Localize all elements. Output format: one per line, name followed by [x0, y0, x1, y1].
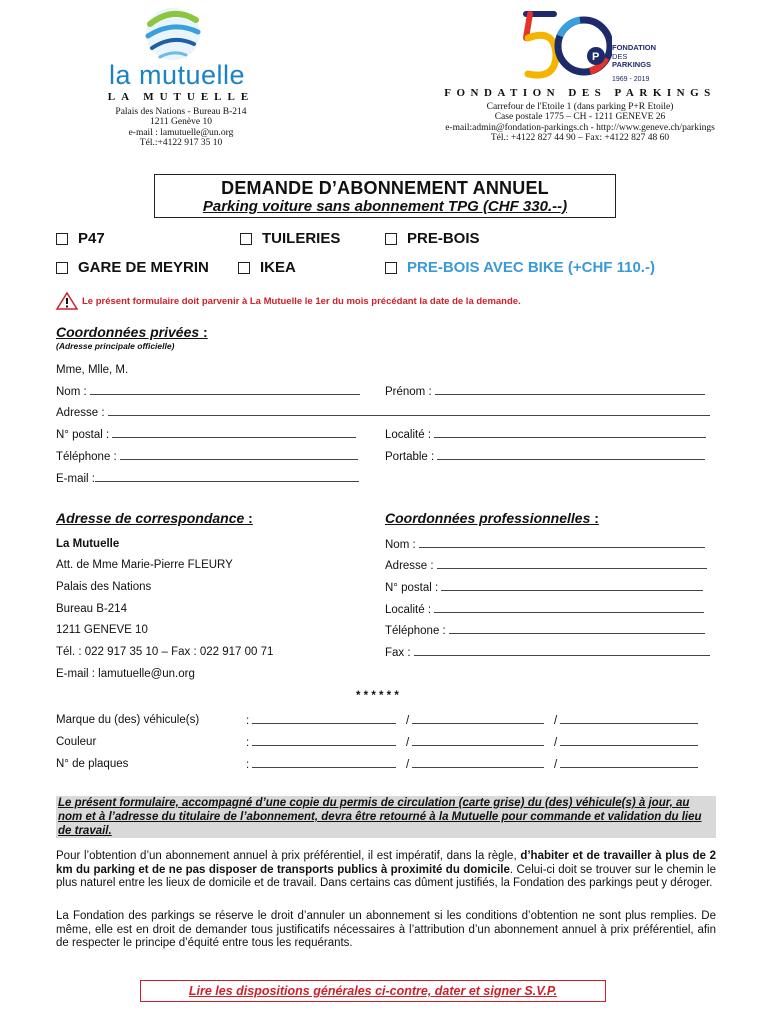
sign-reminder: Lire les dispositions générales ci-contre, dater et signer S.V.P. — [140, 980, 606, 1002]
checkbox[interactable] — [56, 233, 68, 245]
address-line: 1211 Genève 10 — [150, 117, 212, 127]
form-title: DEMANDE D’ABONNEMENT ANNUEL — [221, 178, 549, 198]
fifty-years-icon — [520, 8, 612, 88]
input-line[interactable] — [435, 385, 705, 395]
phone-line: Tél.:+4122 917 35 10 — [139, 138, 223, 148]
field-label: Localité : — [385, 604, 432, 616]
logo-label — [612, 44, 656, 70]
input-line[interactable] — [95, 472, 359, 482]
input-line[interactable] — [434, 428, 706, 438]
fondation-title: FONDATION DES PARKINGS — [444, 87, 716, 99]
pro-postal-field[interactable] — [385, 581, 703, 594]
logo-label-line: PARKINGS — [612, 60, 652, 69]
portable-field[interactable] — [385, 450, 705, 463]
input-line[interactable] — [412, 736, 544, 746]
option-tuileries[interactable] — [240, 230, 340, 247]
field-label: N° postal : — [385, 582, 439, 594]
section-title-text: Adresse de correspondance — [56, 510, 245, 526]
checkbox[interactable] — [56, 262, 68, 274]
input-line[interactable] — [560, 714, 698, 724]
section-title-text: Coordonnées professionnelles — [385, 510, 591, 526]
field-label: Fax : — [385, 647, 411, 659]
pro-telephone-field[interactable] — [385, 624, 705, 637]
email-line: e-mail : lamutuelle@un.org — [128, 127, 234, 138]
logo-years: 1969 - 2019 — [612, 76, 650, 83]
correspondance-section-title — [56, 510, 253, 526]
input-line[interactable] — [437, 559, 707, 569]
slash: / — [406, 715, 410, 727]
option-label: IKEA — [260, 259, 296, 276]
colon: : — [199, 324, 208, 340]
submission-note: Le présent formulaire, accompagné d’une copie du permis de circulation (carte grise) du (des) véhicule(s) à jour, au nom et à l’adresse du titulaire de l’abonnement, devra être retourné à la Mutuelle pour commande et validation du lieu de travail. — [56, 796, 716, 838]
option-pre-bois-bike[interactable] — [385, 259, 655, 276]
field-label: Localité : — [385, 429, 432, 441]
field-label: Adresse : — [385, 560, 434, 572]
eligibility-paragraph — [56, 850, 716, 891]
option-label: PRE-BOIS AVEC BIKE (+CHF 110.-) — [407, 259, 655, 276]
address-line: Case postale 1775 – CH - 1211 GENEVE 26 — [494, 112, 666, 122]
vehicle-label: Couleur — [56, 736, 97, 748]
warning-icon — [56, 292, 78, 310]
email-line: e-mail:admin@fondation-parkings.ch - http://www.geneve.ch/parkings — [445, 122, 715, 133]
vehicle-brand-fields[interactable] — [246, 714, 698, 727]
corr-line: Palais des Nations — [56, 581, 152, 593]
pro-fax-field[interactable] — [385, 646, 710, 659]
globe-logo-icon — [142, 4, 204, 62]
form-title-box — [154, 174, 616, 218]
private-section-title — [56, 324, 208, 340]
pro-localite-field[interactable] — [385, 603, 704, 616]
field-label: Portable : — [385, 451, 435, 463]
input-line[interactable] — [441, 581, 703, 591]
colon: : — [246, 759, 250, 771]
field-label: Nom : — [385, 539, 416, 551]
input-line[interactable] — [412, 758, 544, 768]
vehicle-color-fields[interactable] — [246, 736, 698, 749]
colon: : — [590, 510, 599, 526]
logo-wordmark: la mutuelle — [108, 60, 246, 90]
slash: / — [406, 737, 410, 749]
option-ikea[interactable] — [238, 259, 296, 276]
svg-text:P: P — [592, 51, 600, 63]
form-subtitle: Parking voiture sans abonnement TPG (CHF 330.--) — [202, 198, 568, 215]
corr-line: 1211 GENEVE 10 — [56, 624, 148, 636]
mutuelle-title: LA MUTUELLE — [107, 91, 255, 103]
input-line[interactable] — [419, 538, 705, 548]
option-p47[interactable] — [56, 230, 105, 247]
corr-line: Tél. : 022 917 35 10 – Fax : 022 917 00 71 — [56, 646, 274, 658]
option-label: GARE DE MEYRIN — [78, 259, 209, 276]
input-line[interactable] — [120, 450, 358, 460]
field-label: Prénom : — [385, 386, 432, 398]
input-line[interactable] — [414, 646, 710, 656]
input-line[interactable] — [560, 758, 698, 768]
pro-nom-field[interactable] — [385, 538, 705, 551]
deadline-warning — [56, 292, 736, 310]
email-field[interactable] — [56, 472, 359, 485]
para-text: , il est impératif, dans la règle, — [361, 850, 521, 862]
para-text: Pour l’obtention d’un abonnement annuel à prix préférentiel — [56, 850, 362, 862]
colon: : — [246, 737, 250, 749]
input-line[interactable] — [434, 603, 704, 613]
telephone-field[interactable] — [56, 450, 358, 463]
field-label: E-mail : — [56, 473, 95, 485]
option-label: PRE-BOIS — [407, 230, 480, 247]
logo-label-line: DES — [612, 51, 628, 61]
corr-line: Att. de Mme Marie-Pierre FLEURY — [56, 559, 233, 571]
colon: : — [244, 510, 253, 526]
input-line[interactable] — [560, 736, 698, 746]
field-label: Téléphone : — [385, 625, 446, 637]
warning-text: Le présent formulaire doit parvenir à La Mutuelle le 1er du mois précédant la date de la demande. — [82, 295, 521, 307]
address-line: Palais des Nations - Bureau B-214 — [115, 106, 247, 117]
slash: / — [406, 759, 410, 771]
slash: / — [554, 737, 558, 749]
input-line[interactable] — [449, 624, 705, 634]
para-text: . Celui-ci doit se trouver sur le chemin le plus naturel entre les lieux de domicile et de travail. Dans certains cas dûment justifiés, la Fondation des parkings peut y déroger. — [56, 863, 716, 889]
checkbox[interactable] — [238, 262, 250, 274]
nom-field[interactable] — [56, 385, 360, 398]
option-pre-bois[interactable] — [385, 230, 480, 247]
checkbox[interactable] — [385, 262, 397, 274]
slash: / — [554, 759, 558, 771]
adresse-field[interactable] — [56, 406, 710, 419]
pro-adresse-field[interactable] — [385, 559, 707, 572]
option-label: TUILERIES — [262, 230, 341, 247]
vehicle-label: Marque du (des) véhicule(s) — [56, 714, 200, 726]
checkbox[interactable] — [240, 233, 252, 245]
field-label: Adresse : — [56, 407, 105, 419]
checkbox[interactable] — [385, 233, 397, 245]
input-line[interactable] — [252, 714, 396, 724]
para-emphasis: d’habiter et de travailler à plus de 2 km du parking et de ne pas disposer de transports publics à proximité du domicile — [56, 850, 716, 876]
slash: / — [554, 715, 558, 727]
colon: : — [246, 715, 250, 727]
phone-line: Tél.: +4122 827 44 90 – Fax: +4122 827 48 60 — [490, 133, 670, 143]
separator-stars: * * * * * * — [356, 690, 399, 702]
cancellation-paragraph: La Fondation des parkings se réserve le droit d’annuler un abonnement si les conditions d’obtention ne sont plus remplies. De même, elle est en droit de demander tous justificatifs nécessaires à l’attribution d’un abonnement annuel à prix préférentiel, afin de respecter le principe d’équité entre tous les requérants. — [56, 910, 716, 949]
input-line[interactable] — [437, 450, 705, 460]
input-line[interactable] — [108, 406, 710, 416]
postal-field[interactable] — [56, 428, 356, 441]
fondation-address — [400, 88, 760, 144]
salutation-label: Mme, Mlle, M. — [56, 364, 129, 376]
address-line: Carrefour de l'Etoile 1 (dans parking P+R Etoile) — [486, 101, 674, 112]
prenom-field[interactable] — [385, 385, 705, 398]
field-label: Téléphone : — [56, 451, 117, 463]
la-mutuelle-logo — [92, 4, 262, 91]
private-section-subtitle: (Adresse principale officielle) — [56, 341, 175, 351]
input-line[interactable] — [112, 428, 356, 438]
field-label: N° postal : — [56, 429, 110, 441]
fondation-parkings-logo — [520, 8, 700, 88]
corr-line: La Mutuelle — [56, 538, 120, 550]
professional-section-title — [385, 510, 599, 526]
option-label: P47 — [78, 230, 105, 247]
vehicle-label: N° de plaques — [56, 758, 129, 770]
localite-field[interactable] — [385, 428, 706, 441]
corr-line: Bureau B-214 — [56, 603, 127, 615]
corr-line: E-mail : lamutuelle@un.org — [56, 668, 195, 680]
option-gare-de-meyrin[interactable] — [56, 259, 209, 276]
vehicle-plate-fields[interactable] — [246, 758, 698, 771]
logo-label-line: FONDATION — [612, 43, 657, 52]
mutuelle-address — [96, 92, 266, 149]
field-label: Nom : — [56, 386, 87, 398]
input-line[interactable] — [252, 736, 396, 746]
section-title-text: Coordonnées privées — [56, 324, 200, 340]
input-line[interactable] — [90, 385, 360, 395]
input-line[interactable] — [252, 758, 396, 768]
input-line[interactable] — [412, 714, 544, 724]
